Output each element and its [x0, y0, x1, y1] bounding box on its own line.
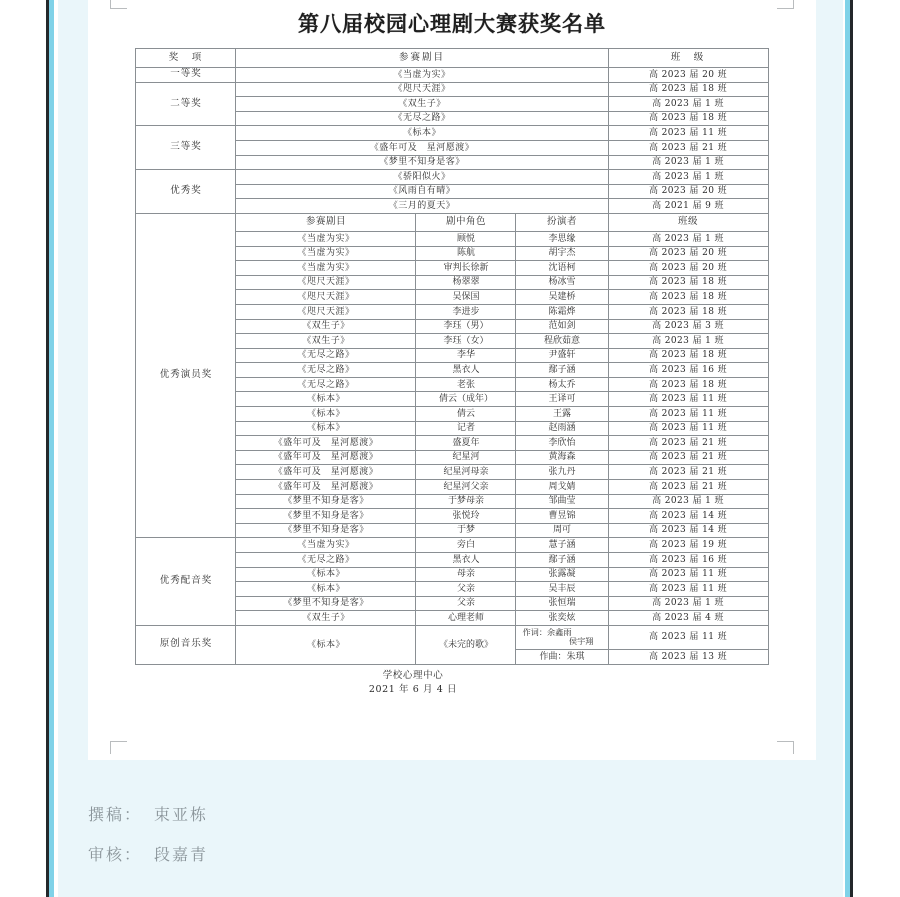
role-name: 于梦	[416, 523, 516, 538]
page-right-rail	[843, 0, 855, 897]
actor-name: 鄢子涵	[516, 363, 608, 378]
right-rail-dark-stripe	[850, 0, 853, 897]
role-name: 老张	[416, 377, 516, 392]
play-title: 《盛年可及 星河愿渡》	[236, 436, 416, 451]
reviewer-name: 段嘉青	[154, 845, 209, 864]
actor-name: 范如剑	[516, 319, 608, 334]
page-left-rail	[46, 0, 58, 897]
music-credit-composer: 作曲：朱琪	[516, 649, 608, 664]
class-name: 高 2023 届 21 班	[608, 480, 768, 495]
award-name-excellence-prize: 优秀奖	[136, 170, 236, 214]
class-name: 高 2023 届 20 班	[608, 68, 768, 83]
actor-name: 张恒瑞	[516, 596, 608, 611]
play-title: 《梦里不知身是客》	[236, 155, 608, 170]
award-name-second-prize: 二等奖	[136, 82, 236, 126]
role-name: 纪星河父亲	[416, 480, 516, 495]
class-name: 高 2023 届 11 班	[608, 392, 768, 407]
credit-row-reviewer	[88, 835, 588, 875]
table-row	[136, 68, 768, 83]
role-name: 李珏（男）	[416, 319, 516, 334]
class-name: 高 2023 届 1 班	[608, 97, 768, 112]
play-title: 《标本》	[236, 582, 416, 597]
actor-name: 张露凝	[516, 567, 608, 582]
document-title: 第八届校园心理剧大赛获奖名单	[298, 11, 606, 36]
play-title: 《无尽之路》	[236, 348, 416, 363]
song-title: 《未完的歌》	[416, 625, 516, 664]
header-play: 参赛剧目	[236, 49, 608, 68]
role-name: 母亲	[416, 567, 516, 582]
actor-name: 周可	[516, 523, 608, 538]
lyricist-line-2: 侯宇翔	[568, 636, 594, 647]
role-name: 吴保国	[416, 290, 516, 305]
class-name: 高 2023 届 1 班	[608, 596, 768, 611]
lyricist-line-1: 作词：余鑫雨	[522, 627, 572, 638]
class-name: 高 2023 届 18 班	[608, 290, 768, 305]
play-title: 《梦里不知身是客》	[236, 523, 416, 538]
crop-mark-bottom-right	[777, 741, 794, 754]
left-rail-cyan-stripe	[49, 0, 54, 897]
class-name: 高 2023 届 18 班	[608, 111, 768, 126]
play-title: 《盛年可及 星河愿渡》	[236, 480, 416, 495]
class-name: 高 2023 届 11 班	[608, 126, 768, 141]
header-class: 班 级	[608, 49, 768, 68]
table-row	[136, 126, 768, 141]
class-name: 高 2023 届 1 班	[608, 231, 768, 246]
play-title: 《双生子》	[236, 334, 416, 349]
play-title: 《咫尺天涯》	[236, 290, 416, 305]
play-title: 《无尽之路》	[236, 377, 416, 392]
crop-mark-bottom-left	[110, 741, 127, 754]
play-title: 《咫尺天涯》	[236, 304, 416, 319]
class-name: 高 2023 届 16 班	[608, 553, 768, 568]
subheader-class: 班级	[608, 213, 768, 231]
class-name: 高 2023 届 20 班	[608, 184, 768, 199]
actor-name: 吴建桥	[516, 290, 608, 305]
class-name: 高 2023 届 19 班	[608, 538, 768, 553]
class-name: 高 2023 届 20 班	[608, 246, 768, 261]
play-title: 《无尽之路》	[236, 111, 608, 126]
play-title: 《当虚为实》	[236, 231, 416, 246]
actor-name: 赵雨涵	[516, 421, 608, 436]
actor-name: 张奕炫	[516, 611, 608, 626]
actor-name: 杨冰雪	[516, 275, 608, 290]
subheader-play: 参赛剧目	[236, 213, 416, 231]
writer-label: 撰稿：	[88, 805, 143, 824]
document-signature-block	[136, 669, 768, 698]
role-name: 李华	[416, 348, 516, 363]
play-title: 《梦里不知身是客》	[236, 596, 416, 611]
class-name: 高 2023 届 11 班	[608, 407, 768, 422]
play-title: 《当虚为实》	[236, 246, 416, 261]
class-name: 高 2023 届 4 班	[608, 611, 768, 626]
play-title: 《风雨自有晴》	[236, 184, 608, 199]
actor-name: 王露	[516, 407, 608, 422]
actor-name: 王译可	[516, 392, 608, 407]
subheader-role: 剧中角色	[416, 213, 516, 231]
role-name: 李珏（女）	[416, 334, 516, 349]
play-title: 《盛年可及 星河愿渡》	[236, 465, 416, 480]
role-name: 陈航	[416, 246, 516, 261]
class-name: 高 2023 届 21 班	[608, 465, 768, 480]
class-name: 高 2023 届 18 班	[608, 82, 768, 97]
play-title: 《当虚为实》	[236, 68, 608, 83]
play-title: 《标本》	[236, 392, 416, 407]
table-subheader-row	[136, 213, 768, 231]
header-award: 奖 项	[136, 49, 236, 68]
play-title: 《标本》	[236, 421, 416, 436]
actor-name: 周戈婧	[516, 480, 608, 495]
article-credits	[88, 795, 588, 875]
role-name: 盛夏年	[416, 436, 516, 451]
class-name: 高 2023 届 14 班	[608, 509, 768, 524]
play-title: 《当虚为实》	[236, 538, 416, 553]
class-name: 高 2023 届 21 班	[608, 450, 768, 465]
play-title: 《梦里不知身是客》	[236, 509, 416, 524]
role-name: 于梦母亲	[416, 494, 516, 509]
actor-name: 杨太乔	[516, 377, 608, 392]
actor-name: 李思缘	[516, 231, 608, 246]
subheader-actor: 扮演者	[516, 213, 608, 231]
class-name: 高 2023 届 1 班	[608, 494, 768, 509]
role-name: 黑衣人	[416, 363, 516, 378]
role-name: 父亲	[416, 582, 516, 597]
play-title: 《标本》	[236, 126, 608, 141]
play-title: 《骄阳似火》	[236, 170, 608, 185]
class-name: 高 2023 届 21 班	[608, 140, 768, 155]
reviewer-label: 审核：	[88, 845, 143, 864]
actor-name: 吴丰辰	[516, 582, 608, 597]
table-row	[136, 538, 768, 553]
play-title: 《标本》	[236, 567, 416, 582]
play-title: 《双生子》	[236, 97, 608, 112]
table-header-row	[136, 49, 768, 68]
actor-name: 胡宇杰	[516, 246, 608, 261]
class-name: 高 2023 届 13 班	[608, 649, 768, 664]
role-name: 纪星河母亲	[416, 465, 516, 480]
role-name: 心理老师	[416, 611, 516, 626]
actor-name: 沈语柯	[516, 261, 608, 276]
document-sheet	[88, 0, 816, 760]
role-name: 顾悦	[416, 231, 516, 246]
play-title: 《梦里不知身是客》	[236, 494, 416, 509]
actor-name: 黄海森	[516, 450, 608, 465]
role-name: 父亲	[416, 596, 516, 611]
award-name-third-prize: 三等奖	[136, 126, 236, 170]
role-name: 旁白	[416, 538, 516, 553]
award-list-table	[135, 48, 768, 665]
music-credit-lyricist	[516, 625, 608, 649]
play-title: 《三月的夏天》	[236, 199, 608, 214]
document-content	[88, 0, 816, 698]
class-name: 高 2023 届 11 班	[608, 567, 768, 582]
class-name: 高 2023 届 18 班	[608, 304, 768, 319]
class-name: 高 2023 届 16 班	[608, 363, 768, 378]
class-name: 高 2023 届 20 班	[608, 261, 768, 276]
actor-name: 陈霜烨	[516, 304, 608, 319]
table-row	[136, 82, 768, 97]
play-title: 《标本》	[236, 625, 416, 664]
class-name: 高 2023 届 1 班	[608, 155, 768, 170]
play-title: 《当虚为实》	[236, 261, 416, 276]
role-name: 李进步	[416, 304, 516, 319]
actor-name: 程欣茹意	[516, 334, 608, 349]
writer-name: 束亚栋	[154, 805, 209, 824]
actor-name: 邹曲莹	[516, 494, 608, 509]
article-body	[58, 0, 843, 897]
award-name-first-prize: 一等奖	[136, 68, 236, 83]
play-title: 《双生子》	[236, 611, 416, 626]
award-name-best-voice: 优秀配音奖	[136, 538, 236, 626]
issuing-department: 学校心理中心	[382, 669, 444, 681]
role-name: 纪星河	[416, 450, 516, 465]
role-name: 倩云（成年）	[416, 392, 516, 407]
credit-row-writer	[88, 795, 588, 835]
role-name: 倩云	[416, 407, 516, 422]
class-name: 高 2023 届 18 班	[608, 275, 768, 290]
class-name: 高 2023 届 21 班	[608, 436, 768, 451]
class-name: 高 2021 届 9 班	[608, 199, 768, 214]
class-name: 高 2023 届 18 班	[608, 377, 768, 392]
award-name-best-actor: 优秀演员奖	[136, 213, 236, 537]
actor-name: 慧子涵	[516, 538, 608, 553]
class-name: 高 2023 届 11 班	[608, 582, 768, 597]
role-name: 张悦玲	[416, 509, 516, 524]
table-row	[136, 170, 768, 185]
actor-name: 曹昱锦	[516, 509, 608, 524]
class-name: 高 2023 届 3 班	[608, 319, 768, 334]
class-name: 高 2023 届 14 班	[608, 523, 768, 538]
play-title: 《无尽之路》	[236, 553, 416, 568]
play-title: 《咫尺天涯》	[236, 275, 416, 290]
role-name: 记者	[416, 421, 516, 436]
class-name: 高 2023 届 11 班	[608, 421, 768, 436]
role-name: 杨翠翠	[416, 275, 516, 290]
issue-date: 2021 年 6 月 4 日	[368, 684, 458, 696]
award-table-body	[136, 49, 768, 665]
play-title: 《无尽之路》	[236, 363, 416, 378]
play-title: 《盛年可及 星河愿渡》	[236, 140, 608, 155]
actor-name: 张九丹	[516, 465, 608, 480]
class-name: 高 2023 届 1 班	[608, 334, 768, 349]
role-name: 黑衣人	[416, 553, 516, 568]
actor-name: 李欣怡	[516, 436, 608, 451]
role-name: 审判长徐新	[416, 261, 516, 276]
class-name: 高 2023 届 18 班	[608, 348, 768, 363]
class-name: 高 2023 届 11 班	[608, 625, 768, 649]
award-name-original-music: 原创音乐奖	[136, 625, 236, 664]
table-row	[136, 625, 768, 649]
actor-name: 鄢子涵	[516, 553, 608, 568]
play-title: 《标本》	[236, 407, 416, 422]
class-name: 高 2023 届 1 班	[608, 170, 768, 185]
play-title: 《盛年可及 星河愿渡》	[236, 450, 416, 465]
play-title: 《双生子》	[236, 319, 416, 334]
actor-name: 尹盛轩	[516, 348, 608, 363]
play-title: 《咫尺天涯》	[236, 82, 608, 97]
